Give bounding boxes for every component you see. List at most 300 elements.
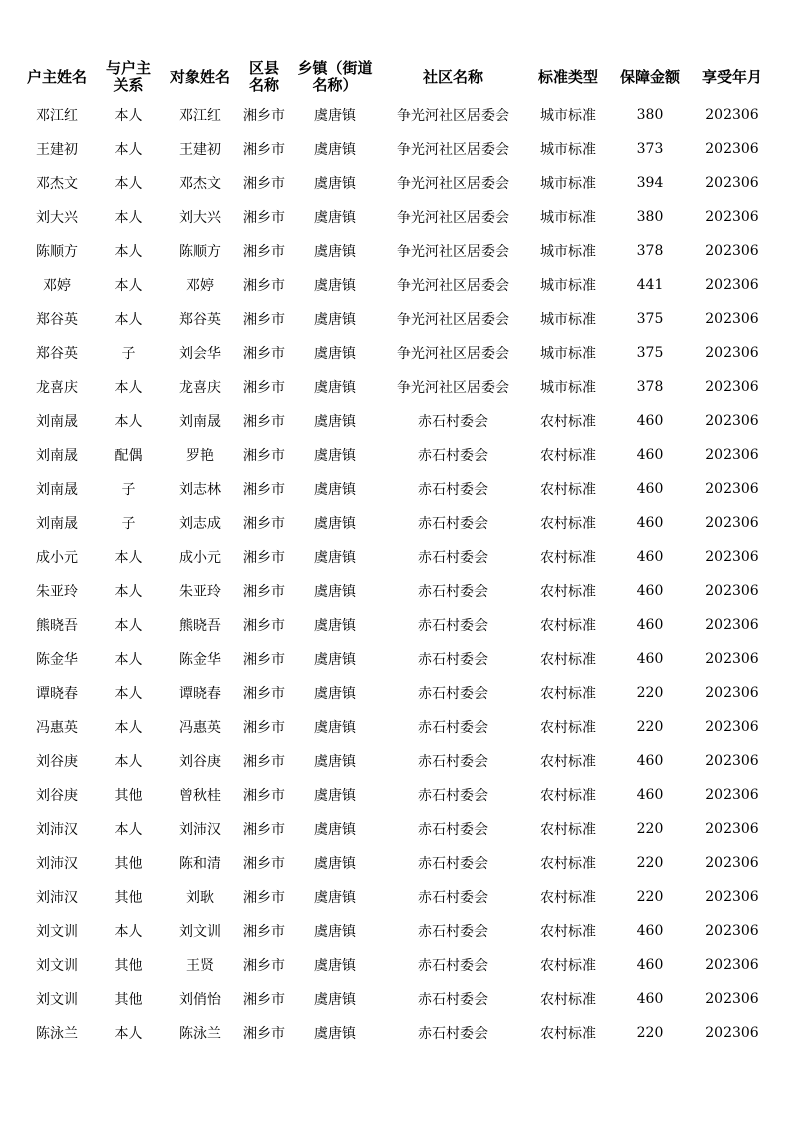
cell-standard-type: 城市标准 [540, 278, 596, 294]
cell-recipient-name: 谭晓春 [179, 686, 221, 702]
cell-head-name: 刘沛汉 [36, 822, 78, 838]
cell-community: 赤石村委会 [418, 652, 488, 668]
cell-community: 争光河社区居委会 [397, 278, 509, 294]
cell-period: 202306 [705, 821, 759, 837]
cell-recipient-name: 刘沛汉 [179, 822, 221, 838]
cell-recipient-name: 郑谷英 [179, 312, 221, 328]
table-row [18, 914, 775, 948]
cell-county: 湘乡市 [243, 482, 285, 498]
cell-period: 202306 [705, 923, 759, 939]
cell-period: 202306 [705, 617, 759, 633]
column-header-head-name [18, 56, 96, 98]
cell-town: 虞唐镇 [314, 652, 356, 668]
cell-community: 赤石村委会 [418, 448, 488, 464]
column-header-text: 享受年月 [701, 67, 762, 86]
cell-community: 赤石村委会 [418, 550, 488, 566]
table-row [18, 608, 775, 642]
cell-period: 202306 [705, 141, 759, 157]
cell-town: 虞唐镇 [314, 380, 356, 396]
cell-period: 202306 [705, 787, 759, 803]
cell-community: 赤石村委会 [418, 414, 488, 430]
table-row [18, 438, 775, 472]
table-row [18, 880, 775, 914]
column-header-text: 户主姓名 [26, 67, 87, 86]
cell-town: 虞唐镇 [314, 618, 356, 634]
cell-head-name: 邓江红 [36, 108, 78, 124]
cell-standard-type: 农村标准 [540, 584, 596, 600]
cell-recipient-name: 刘南晟 [179, 414, 221, 430]
cell-town: 虞唐镇 [314, 244, 356, 260]
cell-amount: 460 [636, 515, 664, 531]
cell-relation: 本人 [114, 618, 143, 634]
cell-head-name: 刘南晟 [36, 448, 78, 464]
cell-recipient-name: 刘文训 [179, 924, 221, 940]
cell-amount: 460 [636, 957, 664, 973]
cell-amount: 460 [636, 583, 664, 599]
table-row [18, 370, 775, 404]
cell-county: 湘乡市 [243, 312, 285, 328]
cell-standard-type: 城市标准 [540, 108, 596, 124]
cell-standard-type: 农村标准 [540, 822, 596, 838]
cell-head-name: 陈泳兰 [36, 1026, 78, 1042]
cell-community: 争光河社区居委会 [397, 312, 509, 328]
cell-relation: 本人 [114, 584, 143, 600]
cell-town: 虞唐镇 [314, 176, 356, 192]
cell-recipient-name: 刘志成 [179, 516, 221, 532]
cell-recipient-name: 邓杰文 [179, 176, 221, 192]
cell-period: 202306 [705, 413, 759, 429]
cell-head-name: 刘南晟 [36, 516, 78, 532]
cell-county: 湘乡市 [243, 652, 285, 668]
table-row [18, 846, 775, 880]
cell-amount: 460 [636, 413, 664, 429]
cell-relation: 其他 [114, 856, 143, 872]
cell-head-name: 成小元 [36, 550, 78, 566]
cell-head-name: 刘南晟 [36, 414, 78, 430]
cell-amount: 380 [636, 209, 664, 225]
cell-amount: 460 [636, 447, 664, 463]
cell-town: 虞唐镇 [314, 210, 356, 226]
cell-relation: 本人 [114, 142, 143, 158]
cell-period: 202306 [705, 277, 759, 293]
cell-town: 虞唐镇 [314, 754, 356, 770]
cell-community: 赤石村委会 [418, 1026, 488, 1042]
cell-community: 争光河社区居委会 [397, 210, 509, 226]
cell-head-name: 郑谷英 [36, 312, 78, 328]
cell-period: 202306 [705, 855, 759, 871]
cell-recipient-name: 曾秋桂 [179, 788, 221, 804]
cell-town: 虞唐镇 [314, 958, 356, 974]
cell-recipient-name: 陈金华 [179, 652, 221, 668]
cell-period: 202306 [705, 957, 759, 973]
cell-relation: 本人 [114, 176, 143, 192]
cell-county: 湘乡市 [243, 584, 285, 600]
cell-relation: 本人 [114, 278, 143, 294]
column-header-text: 乡镇（街道 [297, 59, 373, 77]
cell-head-name: 王建初 [36, 142, 78, 158]
cell-standard-type: 农村标准 [540, 958, 596, 974]
cell-head-name: 邓婷 [43, 278, 71, 294]
cell-relation: 本人 [114, 550, 143, 566]
cell-period: 202306 [705, 889, 759, 905]
cell-recipient-name: 刘会华 [179, 346, 221, 362]
table-row [18, 98, 775, 132]
cell-head-name: 刘大兴 [36, 210, 78, 226]
cell-county: 湘乡市 [243, 856, 285, 872]
cell-amount: 460 [636, 753, 664, 769]
cell-community: 争光河社区居委会 [397, 176, 509, 192]
cell-relation: 本人 [114, 1026, 143, 1042]
cell-community: 赤石村委会 [418, 992, 488, 1008]
cell-head-name: 刘南晟 [36, 482, 78, 498]
cell-county: 湘乡市 [243, 108, 285, 124]
cell-town: 虞唐镇 [314, 1026, 356, 1042]
cell-county: 湘乡市 [243, 924, 285, 940]
cell-period: 202306 [705, 1025, 759, 1041]
cell-period: 202306 [705, 515, 759, 531]
column-header-county [239, 56, 289, 98]
cell-amount: 220 [636, 855, 664, 871]
cell-county: 湘乡市 [243, 448, 285, 464]
cell-amount: 220 [636, 889, 664, 905]
cell-amount: 220 [636, 1025, 664, 1041]
table-header-row [18, 56, 775, 98]
cell-county: 湘乡市 [243, 992, 285, 1008]
cell-relation: 本人 [114, 754, 143, 770]
cell-recipient-name: 刘耿 [186, 890, 214, 906]
column-header-text: 标准类型 [537, 67, 598, 86]
table-row [18, 268, 775, 302]
cell-town: 虞唐镇 [314, 448, 356, 464]
cell-county: 湘乡市 [243, 720, 285, 736]
cell-amount: 378 [636, 243, 664, 259]
cell-relation: 本人 [114, 822, 143, 838]
cell-head-name: 朱亚玲 [36, 584, 78, 600]
cell-period: 202306 [705, 651, 759, 667]
cell-relation: 本人 [114, 924, 143, 940]
cell-town: 虞唐镇 [314, 108, 356, 124]
cell-recipient-name: 邓江红 [179, 108, 221, 124]
cell-period: 202306 [705, 209, 759, 225]
cell-amount: 220 [636, 685, 664, 701]
cell-standard-type: 农村标准 [540, 788, 596, 804]
cell-county: 湘乡市 [243, 754, 285, 770]
table-row [18, 778, 775, 812]
table-row [18, 472, 775, 506]
cell-relation: 本人 [114, 210, 143, 226]
cell-amount: 460 [636, 787, 664, 803]
cell-town: 虞唐镇 [314, 142, 356, 158]
cell-standard-type: 城市标准 [540, 210, 596, 226]
cell-amount: 460 [636, 549, 664, 565]
cell-town: 虞唐镇 [314, 312, 356, 328]
column-header-period [689, 56, 775, 98]
cell-town: 虞唐镇 [314, 924, 356, 940]
cell-town: 虞唐镇 [314, 278, 356, 294]
cell-town: 虞唐镇 [314, 720, 356, 736]
cell-recipient-name: 王建初 [179, 142, 221, 158]
cell-county: 湘乡市 [243, 244, 285, 260]
cell-recipient-name: 陈和清 [179, 856, 221, 872]
cell-standard-type: 农村标准 [540, 992, 596, 1008]
cell-relation: 本人 [114, 380, 143, 396]
cell-amount: 373 [636, 141, 664, 157]
cell-amount: 460 [636, 991, 664, 1007]
cell-head-name: 陈金华 [36, 652, 78, 668]
cell-amount: 460 [636, 923, 664, 939]
cell-head-name: 刘谷庚 [36, 754, 78, 770]
column-header-amount [611, 56, 689, 98]
cell-head-name: 龙喜庆 [36, 380, 78, 396]
column-header-text: 关系 [113, 76, 144, 94]
column-header-relation [96, 56, 161, 98]
cell-county: 湘乡市 [243, 278, 285, 294]
cell-relation: 其他 [114, 890, 143, 906]
cell-head-name: 刘沛汉 [36, 890, 78, 906]
table-row [18, 812, 775, 846]
cell-period: 202306 [705, 583, 759, 599]
cell-community: 争光河社区居委会 [397, 142, 509, 158]
table-row [18, 676, 775, 710]
table-row [18, 506, 775, 540]
cell-standard-type: 农村标准 [540, 720, 596, 736]
cell-town: 虞唐镇 [314, 788, 356, 804]
cell-relation: 本人 [114, 686, 143, 702]
cell-amount: 394 [636, 175, 664, 191]
cell-period: 202306 [705, 345, 759, 361]
column-header-text: 社区名称 [422, 67, 483, 86]
cell-standard-type: 农村标准 [540, 516, 596, 532]
cell-community: 赤石村委会 [418, 720, 488, 736]
cell-recipient-name: 冯惠英 [179, 720, 221, 736]
cell-community: 争光河社区居委会 [397, 108, 509, 124]
cell-amount: 378 [636, 379, 664, 395]
cell-recipient-name: 熊晓吾 [179, 618, 221, 634]
cell-community: 赤石村委会 [418, 686, 488, 702]
cell-county: 湘乡市 [243, 516, 285, 532]
cell-period: 202306 [705, 549, 759, 565]
cell-period: 202306 [705, 447, 759, 463]
cell-amount: 460 [636, 651, 664, 667]
column-header-town [289, 56, 381, 98]
table-row [18, 744, 775, 778]
cell-town: 虞唐镇 [314, 686, 356, 702]
cell-town: 虞唐镇 [314, 890, 356, 906]
cell-head-name: 刘文训 [36, 958, 78, 974]
table-row [18, 710, 775, 744]
column-header-standard-type [525, 56, 611, 98]
assistance-table [18, 56, 775, 1050]
cell-standard-type: 农村标准 [540, 618, 596, 634]
cell-period: 202306 [705, 753, 759, 769]
table-row [18, 404, 775, 438]
cell-standard-type: 城市标准 [540, 380, 596, 396]
table-row [18, 302, 775, 336]
cell-relation: 其他 [114, 788, 143, 804]
cell-community: 争光河社区居委会 [397, 380, 509, 396]
cell-town: 虞唐镇 [314, 414, 356, 430]
cell-head-name: 刘文训 [36, 924, 78, 940]
table-row [18, 574, 775, 608]
cell-standard-type: 农村标准 [540, 856, 596, 872]
cell-recipient-name: 罗艳 [186, 448, 214, 464]
cell-relation: 其他 [114, 958, 143, 974]
cell-head-name: 陈顺方 [36, 244, 78, 260]
cell-town: 虞唐镇 [314, 992, 356, 1008]
cell-recipient-name: 邓婷 [186, 278, 214, 294]
cell-standard-type: 农村标准 [540, 754, 596, 770]
cell-relation: 本人 [114, 652, 143, 668]
cell-relation: 本人 [114, 108, 143, 124]
column-header-text: 名称） [312, 76, 358, 94]
cell-standard-type: 城市标准 [540, 346, 596, 362]
cell-county: 湘乡市 [243, 346, 285, 362]
cell-community: 赤石村委会 [418, 482, 488, 498]
column-header-text: 名称 [248, 76, 279, 94]
cell-amount: 460 [636, 617, 664, 633]
cell-county: 湘乡市 [243, 142, 285, 158]
table-row [18, 540, 775, 574]
table-row [18, 234, 775, 268]
cell-county: 湘乡市 [243, 1026, 285, 1042]
table-row [18, 200, 775, 234]
table-row [18, 132, 775, 166]
cell-head-name: 刘沛汉 [36, 856, 78, 872]
cell-county: 湘乡市 [243, 890, 285, 906]
cell-community: 赤石村委会 [418, 856, 488, 872]
cell-community: 赤石村委会 [418, 924, 488, 940]
table-row [18, 948, 775, 982]
cell-recipient-name: 刘大兴 [179, 210, 221, 226]
cell-standard-type: 农村标准 [540, 686, 596, 702]
cell-town: 虞唐镇 [314, 822, 356, 838]
cell-amount: 375 [636, 311, 664, 327]
cell-period: 202306 [705, 719, 759, 735]
cell-relation: 本人 [114, 414, 143, 430]
cell-amount: 460 [636, 481, 664, 497]
cell-amount: 441 [636, 277, 664, 293]
cell-period: 202306 [705, 685, 759, 701]
table-row [18, 1016, 775, 1050]
cell-community: 争光河社区居委会 [397, 244, 509, 260]
cell-recipient-name: 朱亚玲 [179, 584, 221, 600]
cell-standard-type: 城市标准 [540, 142, 596, 158]
cell-standard-type: 农村标准 [540, 924, 596, 940]
cell-community: 赤石村委会 [418, 890, 488, 906]
cell-town: 虞唐镇 [314, 856, 356, 872]
cell-town: 虞唐镇 [314, 584, 356, 600]
cell-county: 湘乡市 [243, 414, 285, 430]
cell-recipient-name: 刘俏怡 [179, 992, 221, 1008]
cell-relation: 子 [121, 482, 136, 498]
cell-town: 虞唐镇 [314, 482, 356, 498]
cell-community: 赤石村委会 [418, 822, 488, 838]
cell-county: 湘乡市 [243, 380, 285, 396]
table-body [18, 98, 775, 1050]
cell-standard-type: 农村标准 [540, 652, 596, 668]
cell-amount: 220 [636, 719, 664, 735]
cell-relation: 其他 [114, 992, 143, 1008]
cell-county: 湘乡市 [243, 210, 285, 226]
cell-period: 202306 [705, 175, 759, 191]
cell-community: 赤石村委会 [418, 584, 488, 600]
cell-standard-type: 农村标准 [540, 550, 596, 566]
cell-head-name: 熊晓吾 [36, 618, 78, 634]
cell-county: 湘乡市 [243, 686, 285, 702]
cell-relation: 本人 [114, 312, 143, 328]
cell-county: 湘乡市 [243, 788, 285, 804]
table-row [18, 166, 775, 200]
column-header-text: 保障金额 [619, 67, 680, 86]
cell-head-name: 刘谷庚 [36, 788, 78, 804]
cell-head-name: 邓杰文 [36, 176, 78, 192]
cell-recipient-name: 陈泳兰 [179, 1026, 221, 1042]
table-row [18, 982, 775, 1016]
cell-county: 湘乡市 [243, 822, 285, 838]
table-row [18, 642, 775, 676]
cell-recipient-name: 刘志林 [179, 482, 221, 498]
cell-head-name: 刘文训 [36, 992, 78, 1008]
cell-county: 湘乡市 [243, 176, 285, 192]
cell-standard-type: 城市标准 [540, 312, 596, 328]
cell-period: 202306 [705, 991, 759, 1007]
cell-amount: 375 [636, 345, 664, 361]
cell-relation: 配偶 [114, 448, 143, 464]
column-header-text: 与户主 [105, 59, 151, 77]
cell-town: 虞唐镇 [314, 550, 356, 566]
cell-town: 虞唐镇 [314, 346, 356, 362]
cell-recipient-name: 刘谷庚 [179, 754, 221, 770]
cell-community: 争光河社区居委会 [397, 346, 509, 362]
cell-recipient-name: 陈顺方 [179, 244, 221, 260]
cell-standard-type: 农村标准 [540, 1026, 596, 1042]
cell-standard-type: 城市标准 [540, 176, 596, 192]
cell-standard-type: 农村标准 [540, 890, 596, 906]
column-header-text: 区县 [248, 59, 279, 77]
cell-head-name: 郑谷英 [36, 346, 78, 362]
cell-community: 赤石村委会 [418, 754, 488, 770]
cell-town: 虞唐镇 [314, 516, 356, 532]
cell-relation: 子 [121, 346, 136, 362]
cell-relation: 本人 [114, 244, 143, 260]
cell-standard-type: 农村标准 [540, 414, 596, 430]
cell-relation: 子 [121, 516, 136, 532]
cell-recipient-name: 成小元 [179, 550, 221, 566]
cell-period: 202306 [705, 107, 759, 123]
cell-period: 202306 [705, 243, 759, 259]
cell-period: 202306 [705, 379, 759, 395]
cell-head-name: 谭晓春 [36, 686, 78, 702]
cell-community: 赤石村委会 [418, 516, 488, 532]
column-header-text: 对象姓名 [169, 67, 230, 86]
cell-community: 赤石村委会 [418, 618, 488, 634]
cell-relation: 本人 [114, 720, 143, 736]
cell-recipient-name: 王贤 [186, 958, 214, 974]
cell-period: 202306 [705, 481, 759, 497]
cell-county: 湘乡市 [243, 958, 285, 974]
cell-amount: 380 [636, 107, 664, 123]
cell-standard-type: 农村标准 [540, 448, 596, 464]
cell-head-name: 冯惠英 [36, 720, 78, 736]
table-row [18, 336, 775, 370]
cell-standard-type: 城市标准 [540, 244, 596, 260]
column-header-community [381, 56, 525, 98]
cell-community: 赤石村委会 [418, 958, 488, 974]
cell-period: 202306 [705, 311, 759, 327]
column-header-recipient-name [161, 56, 239, 98]
cell-standard-type: 农村标准 [540, 482, 596, 498]
cell-county: 湘乡市 [243, 618, 285, 634]
